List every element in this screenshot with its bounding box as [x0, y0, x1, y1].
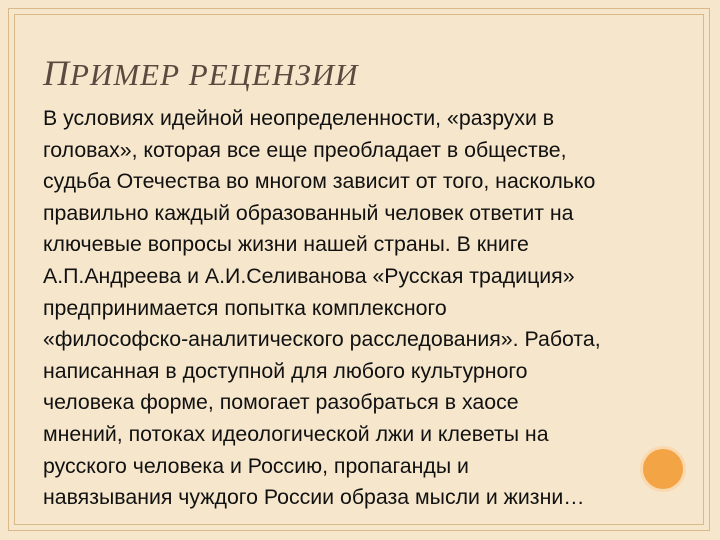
- body-line: В условиях идейной неопределенности, «разрухи в: [43, 106, 555, 130]
- slide-title: [43, 52, 358, 94]
- body-line: мнений, потоках идеологической лжи и клеветы на: [43, 421, 549, 446]
- body-line: «философско-аналитического расследования». Работа,: [43, 327, 601, 352]
- body-line: правильно каждый образованный человек ответит на: [43, 200, 574, 225]
- body-line: написанная в доступной для любого культурного: [43, 358, 528, 383]
- body-line: ключевые вопросы жизни нашей страны. В книге: [43, 232, 529, 257]
- title-rest: РИМЕР РЕЦЕНЗИИ: [70, 57, 359, 92]
- title-first-letter: П: [43, 53, 70, 93]
- body-line: судьба Отечества во многом зависит от того, насколько: [43, 169, 596, 194]
- body-line: А.П.Андреева и А.И.Селиванова «Русская традиция»: [43, 263, 575, 288]
- body-line: навязывания чуждого России образа мысли и жизни…: [43, 485, 585, 510]
- decorative-circle-icon: [640, 446, 686, 492]
- body-line: предпринимается попытка комплексного: [43, 295, 447, 320]
- body-text: [43, 103, 693, 514]
- body-line: русского человека и Россию, пропаганды и: [43, 453, 469, 478]
- body-line: головах», которая все еще преобладает в обществе,: [43, 137, 567, 162]
- body-line: человека форме, помогает разобраться в хаосе: [43, 390, 519, 415]
